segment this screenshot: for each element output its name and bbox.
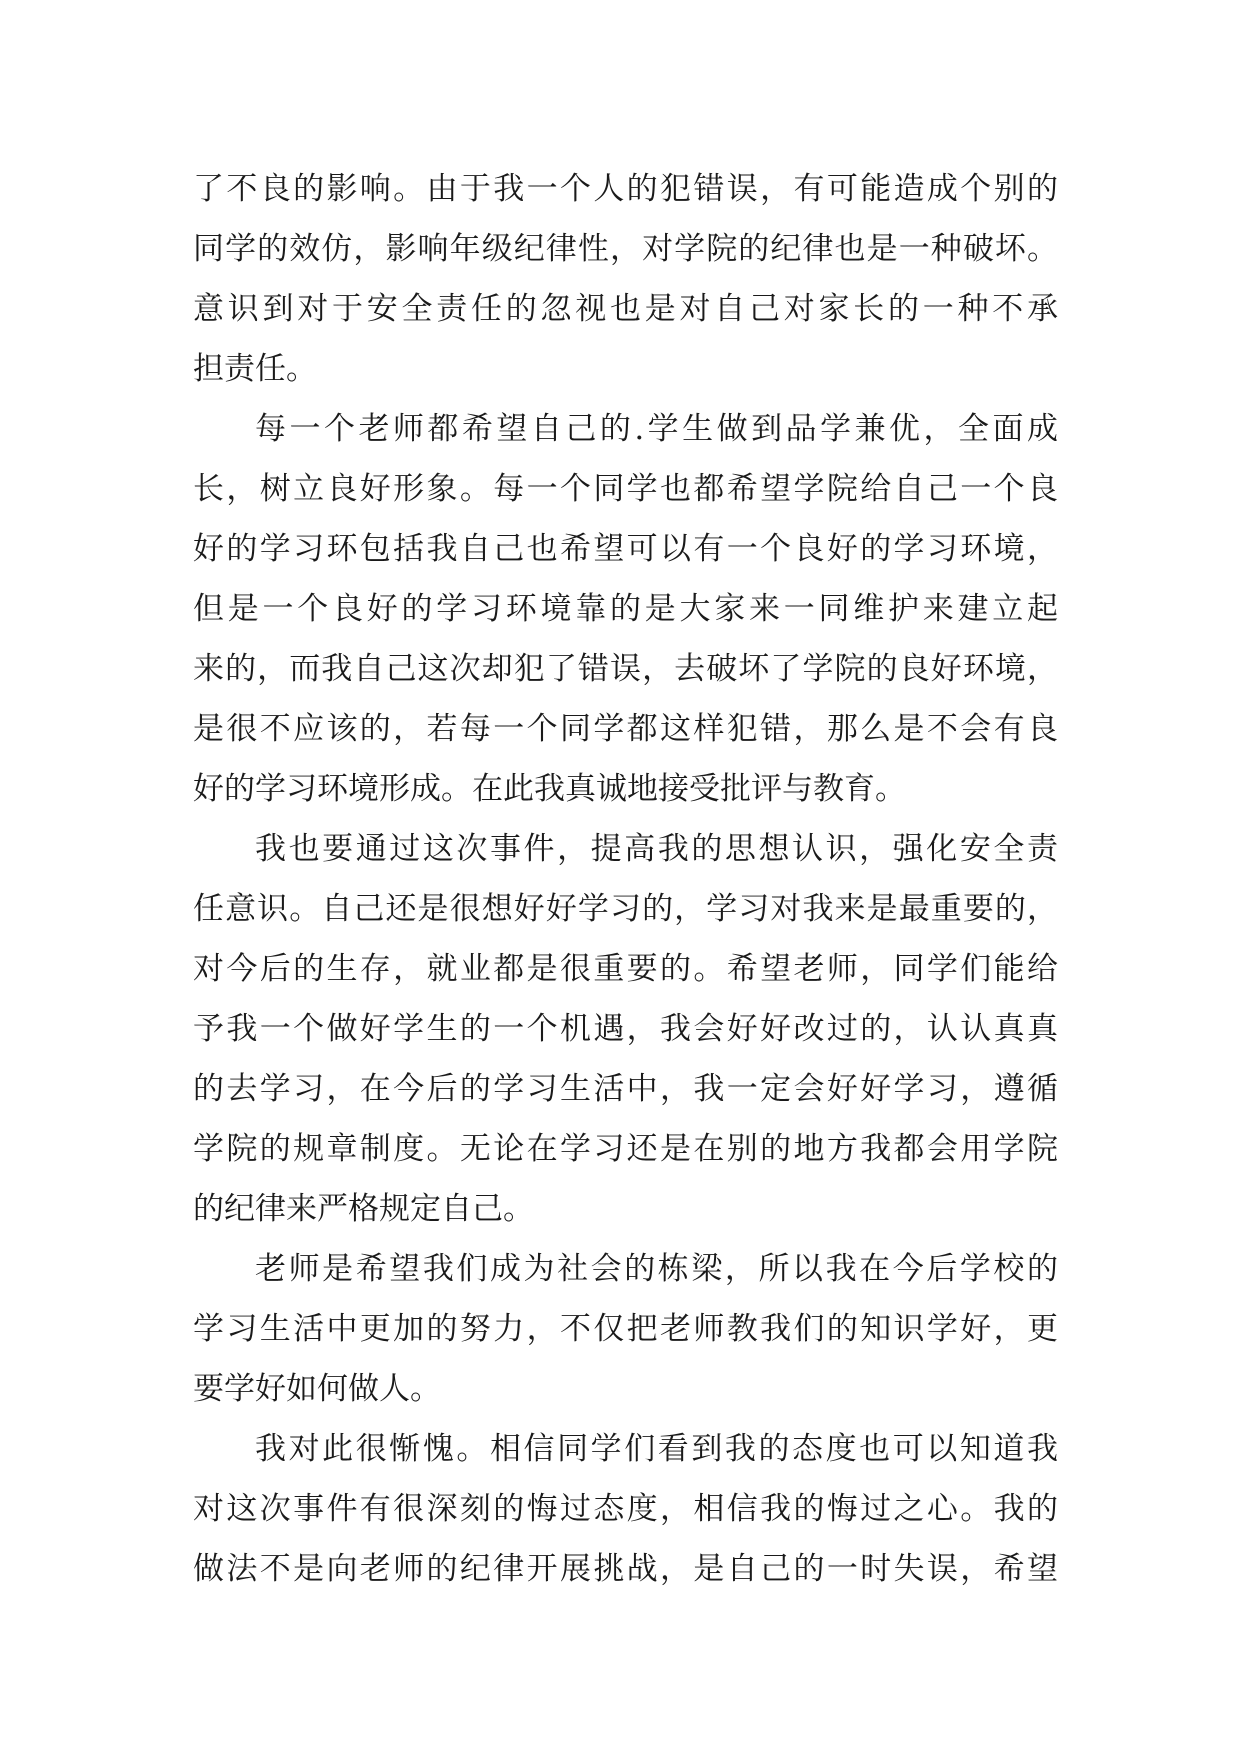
paragraph-4 xyxy=(193,1239,1058,1419)
text-line: 我对此很惭愧。相信同学们看到我的态度也可以知道我 xyxy=(255,1431,1058,1467)
text-line: 长，树立良好形象。每一个同学也都希望学院给自己一个良 xyxy=(193,471,1058,507)
text-line: 了不良的影响。由于我一个人的犯错误，有可能造成个别的 xyxy=(193,171,1058,207)
text-line: 的纪律来严格规定自己。 xyxy=(193,1191,534,1227)
paragraph-5 xyxy=(193,1419,1058,1599)
text-line: 学院的规章制度。无论在学习还是在别的地方我都会用学院 xyxy=(193,1131,1058,1167)
document-body xyxy=(193,159,1058,1599)
text-line: 同学的效仿，影响年级纪律性，对学院的纪律也是一种破坏。 xyxy=(193,231,1058,267)
text-line: 对这次事件有很深刻的悔过态度，相信我的悔过之心。我的 xyxy=(193,1491,1058,1527)
text-line: 予我一个做好学生的一个机遇，我会好好改过的，认认真真 xyxy=(193,1011,1058,1047)
text-line: 担责任。 xyxy=(193,351,317,387)
paragraph-1 xyxy=(193,159,1058,399)
text-line: 做法不是向老师的纪律开展挑战，是自己的一时失误，希望 xyxy=(193,1551,1058,1587)
text-line: 好的学习环包括我自己也希望可以有一个良好的学习环境， xyxy=(193,531,1058,567)
text-line: 来的，而我自己这次却犯了错误，去破坏了学院的良好环境， xyxy=(193,651,1058,687)
text-line: 但是一个良好的学习环境靠的是大家来一同维护来建立起 xyxy=(193,591,1058,627)
text-line: 学习生活中更加的努力，不仅把老师教我们的知识学好，更 xyxy=(193,1311,1058,1347)
paragraph-3 xyxy=(193,819,1058,1239)
text-line: 要学好如何做人。 xyxy=(193,1371,441,1407)
text-line: 是很不应该的，若每一个同学都这样犯错，那么是不会有良 xyxy=(193,711,1058,747)
text-line: 好的学习环境形成。在此我真诚地接受批评与教育。 xyxy=(193,771,906,807)
text-line: 我也要通过这次事件，提高我的思想认识，强化安全责 xyxy=(255,831,1058,867)
paragraph-2 xyxy=(193,399,1058,819)
text-line: 老师是希望我们成为社会的栋梁，所以我在今后学校的 xyxy=(255,1251,1058,1287)
text-line: 任意识。自己还是很想好好学习的，学习对我来是最重要的， xyxy=(193,891,1058,927)
text-line: 意识到对于安全责任的忽视也是对自己对家长的一种不承 xyxy=(193,291,1058,327)
text-line: 的去学习，在今后的学习生活中，我一定会好好学习，遵循 xyxy=(193,1071,1058,1107)
text-line: 对今后的生存，就业都是很重要的。希望老师，同学们能给 xyxy=(193,951,1058,987)
text-line: 每一个老师都希望自己的.学生做到品学兼优，全面成 xyxy=(255,411,1058,447)
